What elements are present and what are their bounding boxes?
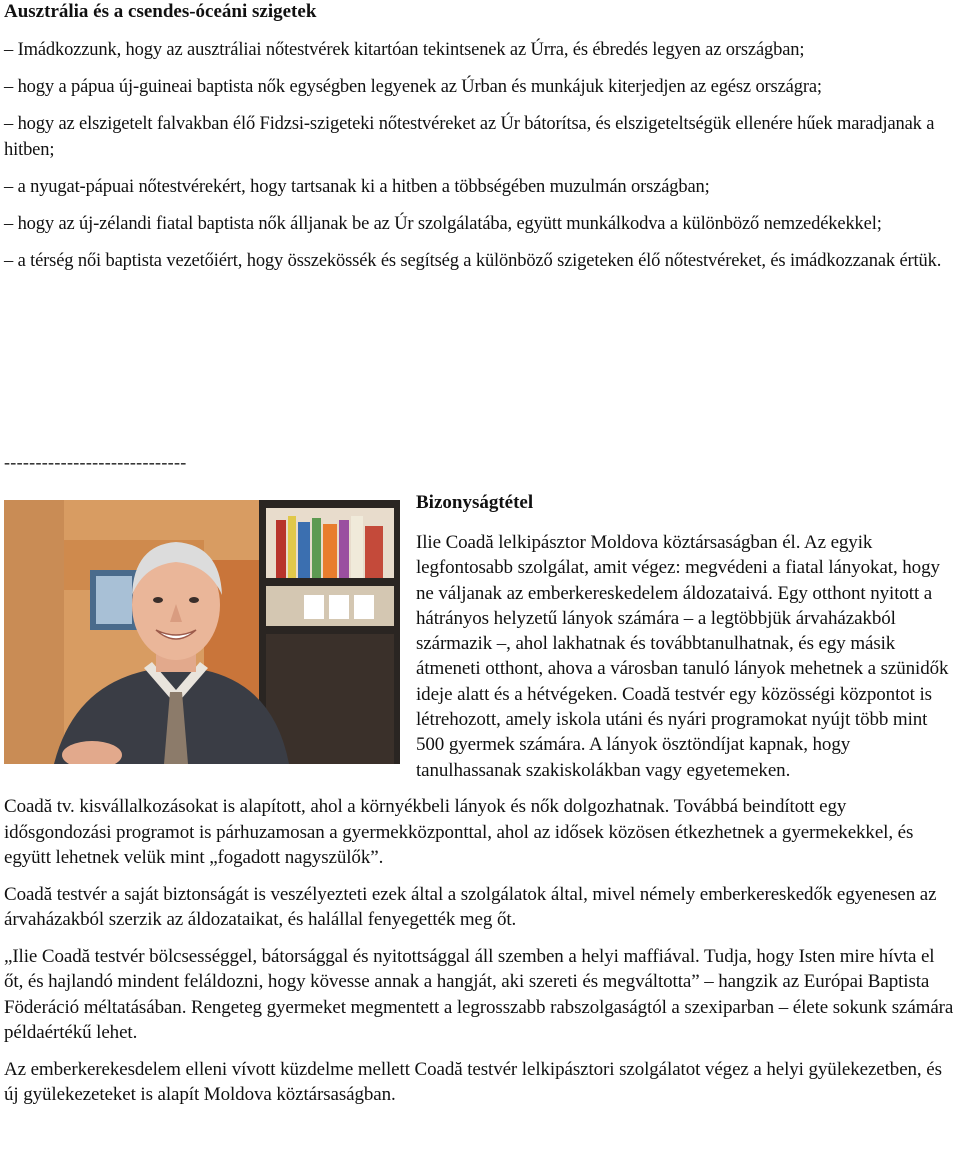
prayer-item: – a nyugat-pápuai nőtestvérekért, hogy tartsanak ki a hitben a többségében muzulmán országban; — [4, 177, 710, 197]
testimony-heading: Bizonyságtétel — [416, 492, 534, 513]
section-title: Ausztrália és a csendes-óceáni szigetek — [4, 1, 317, 22]
testimony-paragraph: Coadă tv. kisvállalkozásokat is alapított, ahol a környékbeli lányok és nők dolgozhatnak. Továbbá beindított egy idősgondozási programot is párhuzamosan a gyermekközponttal, ahol az idősek közösen étkezhetnek a gyermekekkel, és együtt lehetnek velük mint „fogadott nagyszülők”. — [4, 796, 914, 869]
separator-line: ----------------------------- — [4, 452, 187, 472]
testimony-paragraph: Ilie Coadă lelkipásztor Moldova köztársaságban él. Az egyik legfontosabb szolgálat, amit végez: megvédeni a fiatal lányokat, hogy ne váljanak az emberkereskedelem áldozataivá. Egy otthont nyitott a hátrányos helyzetű lányok számára – a legtöbbjük árvaházakból származik –, ahol lakhatnak és továbbtanulhatnak, és egy másik átmeneti otthont, ahova a városban tanuló lányok mehetnek a szünidők ideje alatt és a hétvégeken. Coadă testvér egy közösségi központot is létrehozott, amely iskola utáni és nyári programokat nyújt több mint 500 gyermek számára. A lányok ösztöndíjat kapnak, hogy tanulhassanak szakiskolákban vagy egyetemeken. — [416, 532, 949, 781]
document-page — [4, 0, 956, 1105]
prayer-item: – hogy az új-zélandi fiatal baptista nők álljanak be az Úr szolgálatába, együtt munkálkodva a különböző nemzedékekkel; — [4, 214, 882, 234]
testimony-paragraph: „Ilie Coadă testvér bölcsességgel, bátorsággal és nyitottsággal áll szemben a helyi maffiával. Tudja, hogy Isten mire hívta el őt, és hajlandó mindent feláldozni, hogy kövesse annak a hangját, aki szereti és megváltotta” – hangzik az Európai Baptista Föderáció méltatásában. Rengeteg gyermeket megmentett a legrosszabb rabszolgaságtól a szexiparban – élete sokunk számára példaértékű lehet. — [4, 945, 954, 1043]
prayer-item: – a térség női baptista vezetőiért, hogy összekössék és segítség a különböző szigeteken élő nőtestvéreket, és imádkozzanak értük. — [4, 251, 942, 271]
testimony-body — [4, 530, 956, 1119]
prayer-item: – Imádkozzunk, hogy az ausztráliai nőtestvérek kitartóan tekintsenek az Úrra, és ébredés legyen az országban; — [4, 40, 805, 60]
testimony-paragraph: Az emberkerekesdelem elleni vívott küzdelme mellett Coadă testvér lelkipásztori szolgálatot végez a helyi gyülekezetben, és új gyülekezeteket is alapít Moldova köztársaságban. — [4, 1058, 942, 1105]
testimony-paragraph: Coadă testvér a saját biztonságát is veszélyezteti ezek által a szolgálatok által, mivel némely emberkereskedők egyenesen az árvaházakból szerzik az áldozataikat, és halállal fenyegették meg őt. — [4, 883, 937, 931]
prayer-item: – hogy az elszigetelt falvakban élő Fidzsi-szigeteki nőtestvéreket az Úr bátorítsa, és elszigeteltségük ellenére hűek maradjanak a hitben; — [4, 114, 935, 160]
photo-wrap-space — [4, 530, 416, 783]
prayer-item: – hogy a pápua új-guineai baptista nők egységben legyenek az Úrban és munkájuk kiterjedjen az egész országra; — [4, 77, 822, 97]
